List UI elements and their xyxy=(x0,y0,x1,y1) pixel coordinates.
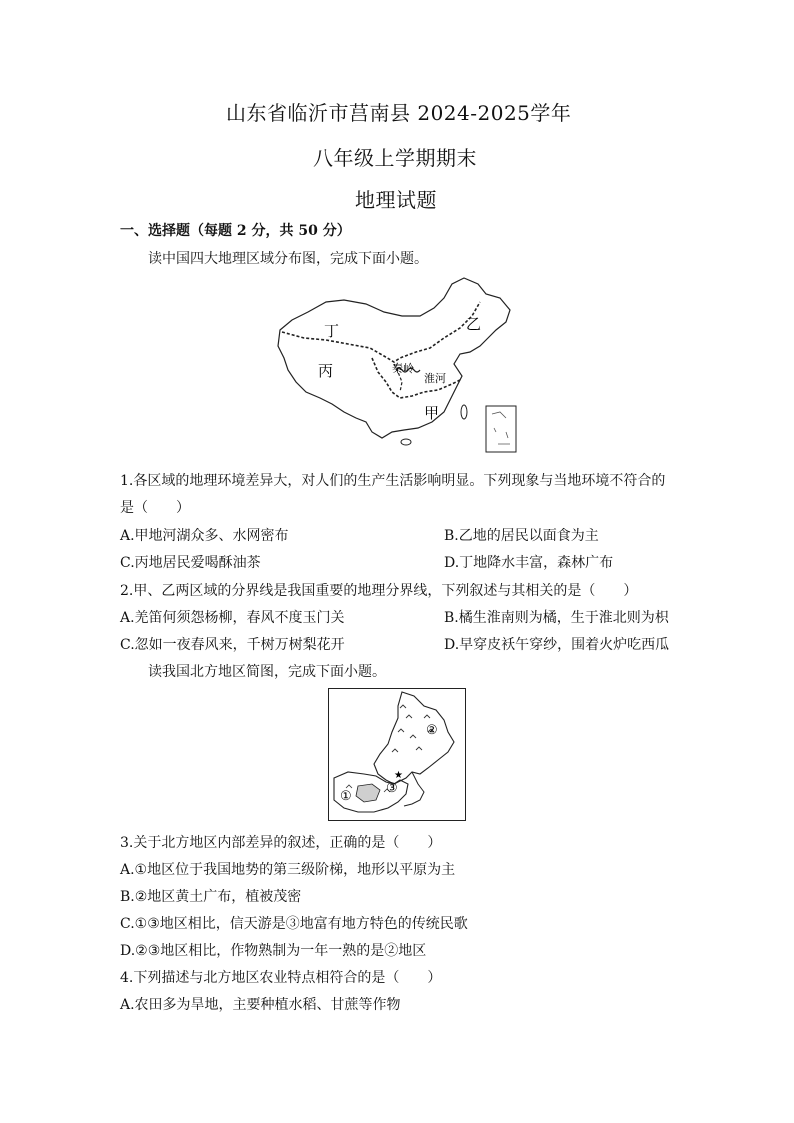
map1-label-ding: 丁 xyxy=(324,322,340,340)
q3-option-c[interactable]: C.①③地区相比，信天游是③地富有地方特色的传统民歌 xyxy=(120,916,468,932)
map1-label-jia: 甲 xyxy=(424,404,440,422)
q1-option-d[interactable]: D.丁地降水丰富，森林广布 xyxy=(444,555,614,571)
svg-text:★: ★ xyxy=(394,770,403,781)
title-line-2: 八年级上学期期末 xyxy=(313,146,477,170)
q2-option-b[interactable]: B.橘生淮南则为橘，生于淮北则为枳 xyxy=(444,610,669,626)
q2-option-c[interactable]: C.忽如一夜春风来，千树万树梨花开 xyxy=(120,637,345,653)
map2-label-3: ③ xyxy=(386,781,398,796)
q1-stem-line-2: 是（ ） xyxy=(120,500,190,516)
title-line-1: 山东省临沂市莒南县 2024-2025学年 xyxy=(226,101,572,125)
q2-option-d[interactable]: D.早穿皮袄午穿纱，围着火炉吃西瓜 xyxy=(444,637,670,653)
q3-stem: 3.关于北方地区内部差异的叙述，正确的是（ ） xyxy=(120,835,442,851)
north-china-map xyxy=(328,688,466,821)
china-regions-map xyxy=(274,272,530,458)
q1-stem-line-1: 1.各区域的地理环境差异大，对人们的生产生活影响明显。下列现象与当地环境不符合的 xyxy=(120,473,666,489)
intro-text-1: 读中国四大地理区域分布图，完成下面小题。 xyxy=(148,251,428,267)
q1-option-a[interactable]: A.甲地河湖众多、水网密布 xyxy=(120,528,289,544)
q2-stem: 2.甲、乙两区域的分界线是我国重要的地理分界线，下列叙述与其相关的是（ ） xyxy=(120,583,638,599)
q3-option-a[interactable]: A.①地区位于我国地势的第三级阶梯，地形以平原为主 xyxy=(120,862,456,878)
map2-label-1: ① xyxy=(340,789,352,804)
map2-label-2: ② xyxy=(426,723,438,738)
q1-option-c[interactable]: C.丙地居民爱喝酥油茶 xyxy=(120,555,261,571)
intro-text-2: 读我国北方地区简图，完成下面小题。 xyxy=(148,664,386,680)
q3-option-d[interactable]: D.②③地区相比，作物熟制为一年一熟的是②地区 xyxy=(120,943,427,959)
map1-label-yi: 乙 xyxy=(466,315,482,333)
q3-option-b[interactable]: B.②地区黄土广布，植被茂密 xyxy=(120,889,302,905)
q1-option-b[interactable]: B.乙地的居民以面食为主 xyxy=(444,528,599,544)
map1-label-huaihe: 淮河 xyxy=(424,372,446,385)
title-line-3: 地理试题 xyxy=(355,188,437,212)
map1-label-bing: 丙 xyxy=(318,362,334,380)
section-heading: 一、选择题（每题 2 分，共 50 分） xyxy=(120,223,351,239)
map1-label-qinling: 秦岭 xyxy=(392,362,414,375)
q2-option-a[interactable]: A.羌笛何须怨杨柳，春风不度玉门关 xyxy=(120,610,345,626)
q4-option-a[interactable]: A.农田多为旱地，主要种植水稻、甘蔗等作物 xyxy=(120,997,401,1013)
q4-stem: 4.下列描述与北方地区农业特点相符合的是（ ） xyxy=(120,970,442,986)
